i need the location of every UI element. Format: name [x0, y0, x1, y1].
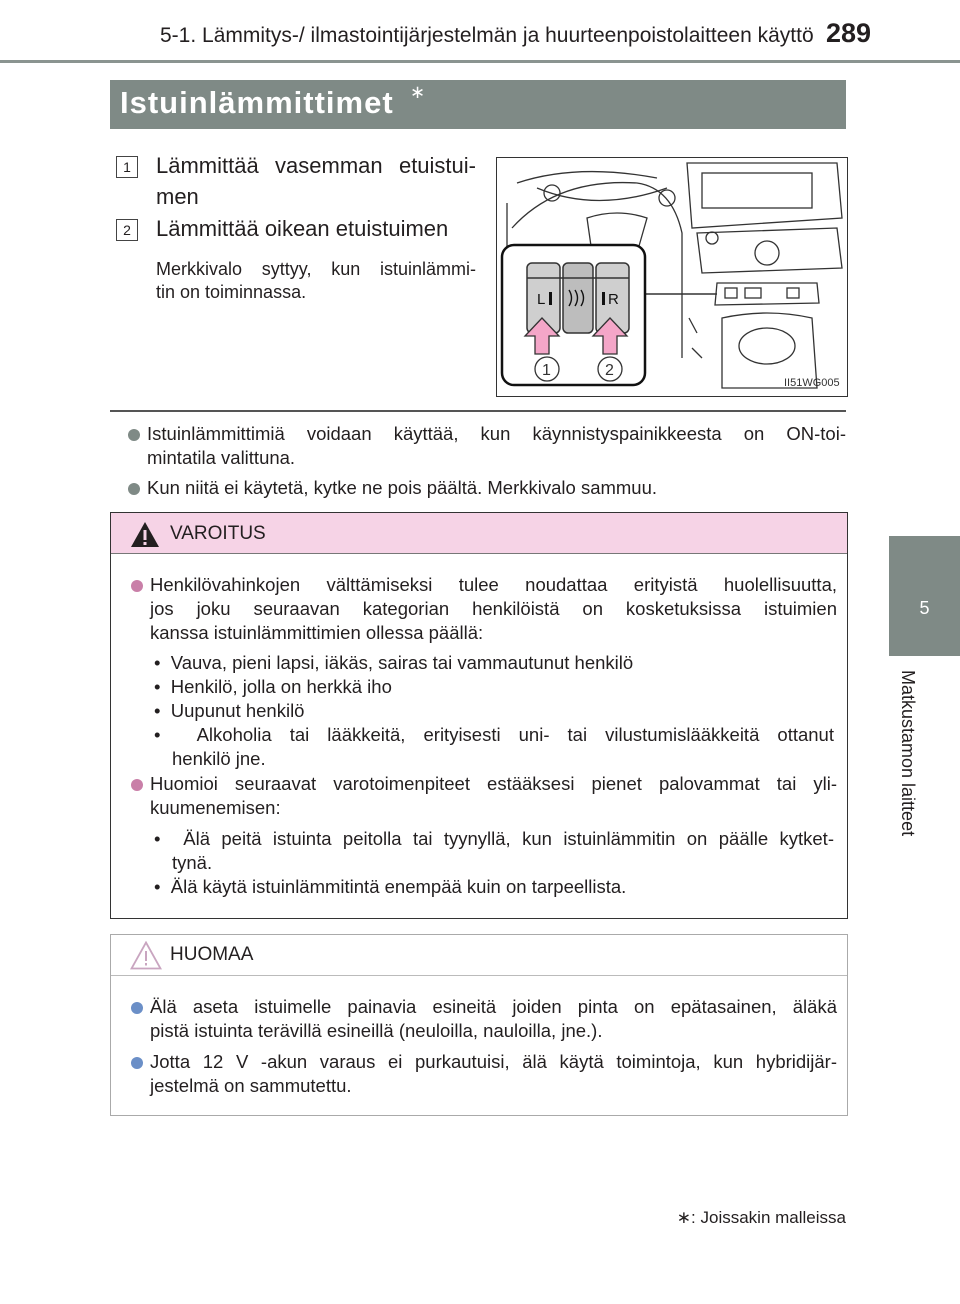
- right-vent: [659, 190, 675, 206]
- warning-box: [110, 512, 848, 919]
- header-rule: [0, 60, 960, 63]
- cup-holder: [739, 328, 795, 364]
- callout-2-label: 2: [605, 362, 614, 379]
- item-1-text: Lämmittää vasemman etuistui- men: [156, 153, 476, 209]
- left-indicator-icon: [549, 292, 552, 305]
- warning-header: [111, 513, 847, 554]
- side-tab-label: Matkustamon laitteet: [898, 670, 918, 837]
- warning-list-2: • Älä peitä istuinta peitolla tai tyynyllä, kun istuinlämmitin on päälle kytket- tynä. • Älä käytä istuinlämmitintä enempää kuin on tarpeellista.: [154, 827, 837, 899]
- climate-knob: [755, 241, 779, 265]
- footnote: [600, 1208, 846, 1228]
- warning-paragraph-1: Henkilövahinkojen välttämiseksi tulee noudattaa erityistä huolellisuutta, jos joku seuraavan kategorian henkilöistä on kosketuksissa istuimien kanssa istuinlämmittimien ollessa päällä:: [131, 573, 837, 645]
- bullet-dot-icon: [131, 1002, 143, 1014]
- bullet-dot-icon: [128, 483, 140, 495]
- chapter-title: 5-1. Lämmitys-/ ilmastointijärjestelmän ja huurteenpoistolaitteen käyttö: [160, 24, 814, 47]
- bullet-dot-icon: [128, 429, 140, 441]
- notice-paragraph-2: Jotta 12 V -akun varaus ei purkautuisi, älä käytä toimintoja, kun hybridijär- jestelmä on sammutettu.: [131, 1050, 837, 1098]
- list-item: • Älä peitä istuinta peitolla tai tyynyllä, kun istuinlämmitin on päälle kytket-: [154, 828, 834, 849]
- figure-code: II51WG005: [784, 377, 840, 389]
- section-title-band: [110, 80, 846, 129]
- page-number: 289: [826, 18, 872, 48]
- item-2-text: Lämmittää oikean etuistuimen: [156, 216, 449, 241]
- notice-box: [110, 934, 848, 1116]
- warning-list-1: • Vauva, pieni lapsi, iäkäs, sairas tai vammautunut henkilö • Henkilö, jolla on herkkä iho • Uupunut henkilö • Alkoholia tai lääkkeitä, erityisesti uni- tai vilustumislääkkeitä ottanut henkilö jne.: [154, 651, 837, 771]
- list-item: • Vauva, pieni lapsi, iäkäs, sairas tai vammautunut henkilö: [154, 652, 634, 673]
- notice-paragraph-1: Älä aseta istuimelle painavia esineitä joiden pinta on epätasainen, äläkä pistä istuinta terävillä esineillä (neuloilla, nauloilla, jne.).: [131, 995, 837, 1043]
- caution-triangle-icon: [130, 941, 162, 970]
- warning-paragraph-2: Huomioi seuraavat varotoimenpiteet estääksesi pienet palovammat tai yli- kuumenemisen:: [131, 772, 837, 820]
- callout-1-label: 1: [542, 362, 551, 379]
- list-item: • Älä käytä istuinlämmitintä enempää kuin on tarpeellista.: [154, 876, 627, 897]
- seat-heater-illustration: [496, 157, 848, 397]
- indicator-note: Merkkivalo syttyy, kun istuinlämmi- tin on toiminnassa.: [156, 259, 476, 302]
- climate-panel: [697, 228, 842, 273]
- item-number-2: 2: [116, 219, 138, 241]
- dashboard-drawing: [497, 158, 847, 396]
- side-tab-number: 5: [919, 598, 930, 618]
- list-item: • Uupunut henkilö: [154, 700, 305, 721]
- right-indicator-icon: [602, 292, 605, 305]
- bullet-dot-icon: [131, 779, 143, 791]
- notice-title: HUOMAA: [170, 944, 254, 965]
- section-marker: ∗: [410, 82, 426, 102]
- warning-triangle-icon: [130, 521, 160, 548]
- bullet-2: Kun niitä ei käytetä, kytke ne pois päältä. Merkkivalo sammuu.: [128, 476, 846, 500]
- list-item: • Alkoholia tai lääkkeitä, erityisesti uni- tai vilustumislääkkeitä ottanut: [154, 724, 834, 745]
- footnote-text: : Joissakin malleissa: [691, 1208, 846, 1227]
- item-number-1: 1: [116, 156, 138, 178]
- bullet-dot-icon: [131, 1057, 143, 1069]
- bullet-dot-icon: [131, 580, 143, 592]
- warning-title: VAROITUS: [170, 523, 266, 544]
- switch-left-label: L: [537, 291, 546, 308]
- section-divider: [110, 410, 846, 412]
- footnote-symbol: ∗: [676, 1208, 692, 1227]
- section-title: Istuinlämmittimet: [120, 85, 394, 120]
- switch-right-label: R: [608, 291, 619, 308]
- notice-header: [111, 935, 847, 976]
- list-item: • Henkilö, jolla on herkkä iho: [154, 676, 392, 697]
- side-tab: [889, 536, 960, 656]
- bullet-1: Istuinlämmittimiä voidaan käyttää, kun käynnistyspainikkeesta on ON-toi- mintatila valittuna.: [128, 422, 846, 470]
- switch-strip: [715, 283, 819, 305]
